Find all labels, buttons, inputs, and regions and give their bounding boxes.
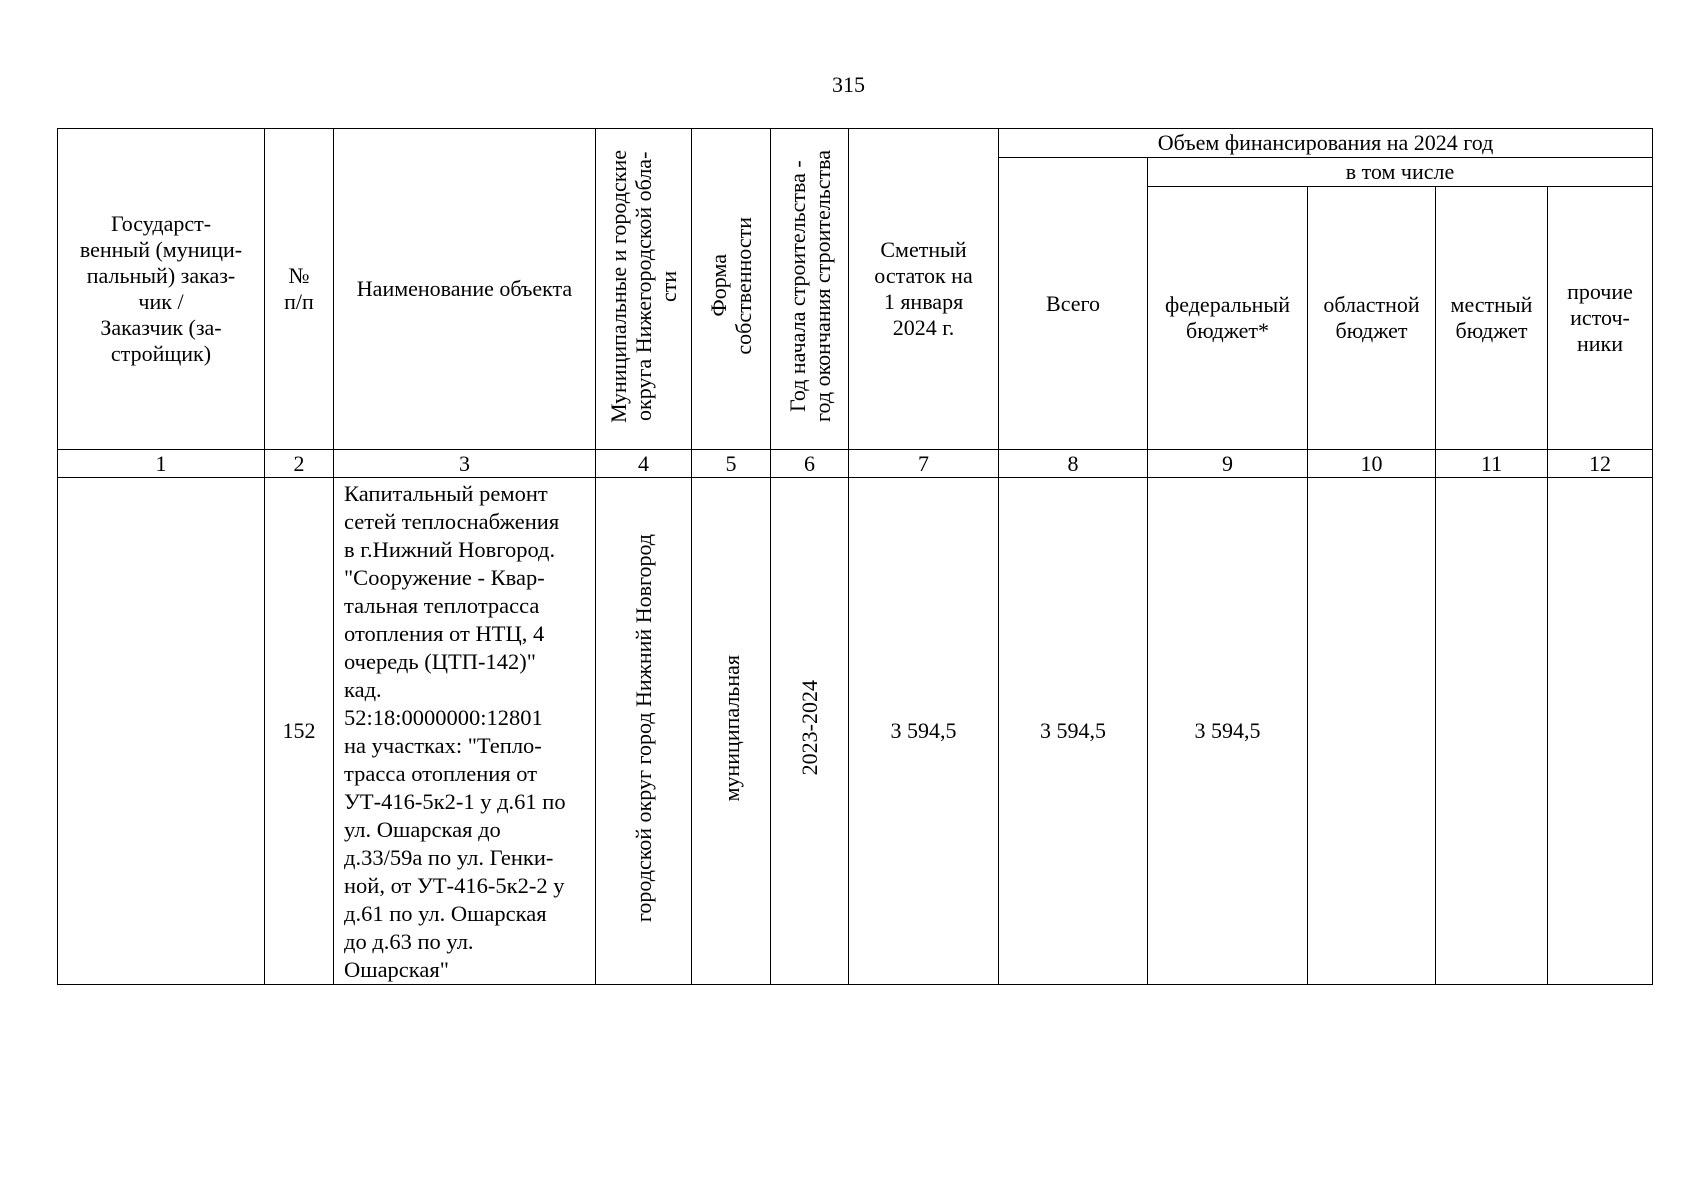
table-row xyxy=(58,478,1653,985)
column-number: 10 xyxy=(1308,450,1436,478)
header-customer: Государст- венный (муници- пальный) заказ- чик / Заказчик (за- стройщик) xyxy=(58,129,265,450)
header-including: в том числе xyxy=(1148,158,1653,187)
cell-object-name: Капитальный ремонт сетей теплоснабжения в г.Нижний Новгород. "Сооружение - Квар- тальная теплотрасса отопления от НТЦ, 4 очередь (ЦТП-142)" кад. 52:18:0000000:12801 на участках: "Тепло- трасса отопления от УТ-416-5к2-1 у д.61 по ул. Ошарская до д.33/59а по ул. Генки- ной, от УТ-416-5к2-2 у д.61 по ул. Ошарская до д.63 по ул. Ошарская" xyxy=(334,478,596,985)
column-number: 11 xyxy=(1436,450,1548,478)
header-estimate: Сметный остаток на 1 января 2024 г. xyxy=(849,129,999,450)
cell-estimate: 3 594,5 xyxy=(849,478,999,985)
header-years: Год начала строительства - год окончания строительства xyxy=(771,129,849,450)
column-number: 5 xyxy=(692,450,771,478)
column-number: 8 xyxy=(999,450,1148,478)
page-number: 315 xyxy=(832,72,865,97)
column-number-row xyxy=(58,450,1653,478)
financing-table xyxy=(57,128,1653,985)
header-object-name: Наименование объекта xyxy=(334,129,596,450)
column-number: 12 xyxy=(1548,450,1653,478)
cell-municipality: городской округ город Нижний Новгород xyxy=(596,478,692,985)
header-total: Всего xyxy=(999,158,1148,450)
header-other: прочие источ- ники xyxy=(1548,187,1653,450)
column-number: 7 xyxy=(849,450,999,478)
cell-customer xyxy=(58,478,265,985)
column-number: 4 xyxy=(596,450,692,478)
header-municipality: Муниципальные и городские округа Нижегородской обла- сти xyxy=(596,129,692,450)
column-number: 2 xyxy=(265,450,334,478)
column-number: 9 xyxy=(1148,450,1308,478)
cell-federal: 3 594,5 xyxy=(1148,478,1308,985)
column-number: 1 xyxy=(58,450,265,478)
column-number: 6 xyxy=(771,450,849,478)
cell-num: 152 xyxy=(265,478,334,985)
cell-regional xyxy=(1308,478,1436,985)
header-ownership: Форма собственности xyxy=(692,129,771,450)
column-number: 3 xyxy=(334,450,596,478)
header-num: № п/п xyxy=(265,129,334,450)
header-federal: федеральный бюджет* xyxy=(1148,187,1308,450)
cell-other xyxy=(1548,478,1653,985)
cell-ownership: муниципальная xyxy=(692,478,771,985)
cell-years: 2023-2024 xyxy=(771,478,849,985)
header-funding-title: Объем финансирования на 2024 год xyxy=(999,129,1653,158)
cell-local xyxy=(1436,478,1548,985)
header-regional: областной бюджет xyxy=(1308,187,1436,450)
cell-total: 3 594,5 xyxy=(999,478,1148,985)
header-local: местный бюджет xyxy=(1436,187,1548,450)
